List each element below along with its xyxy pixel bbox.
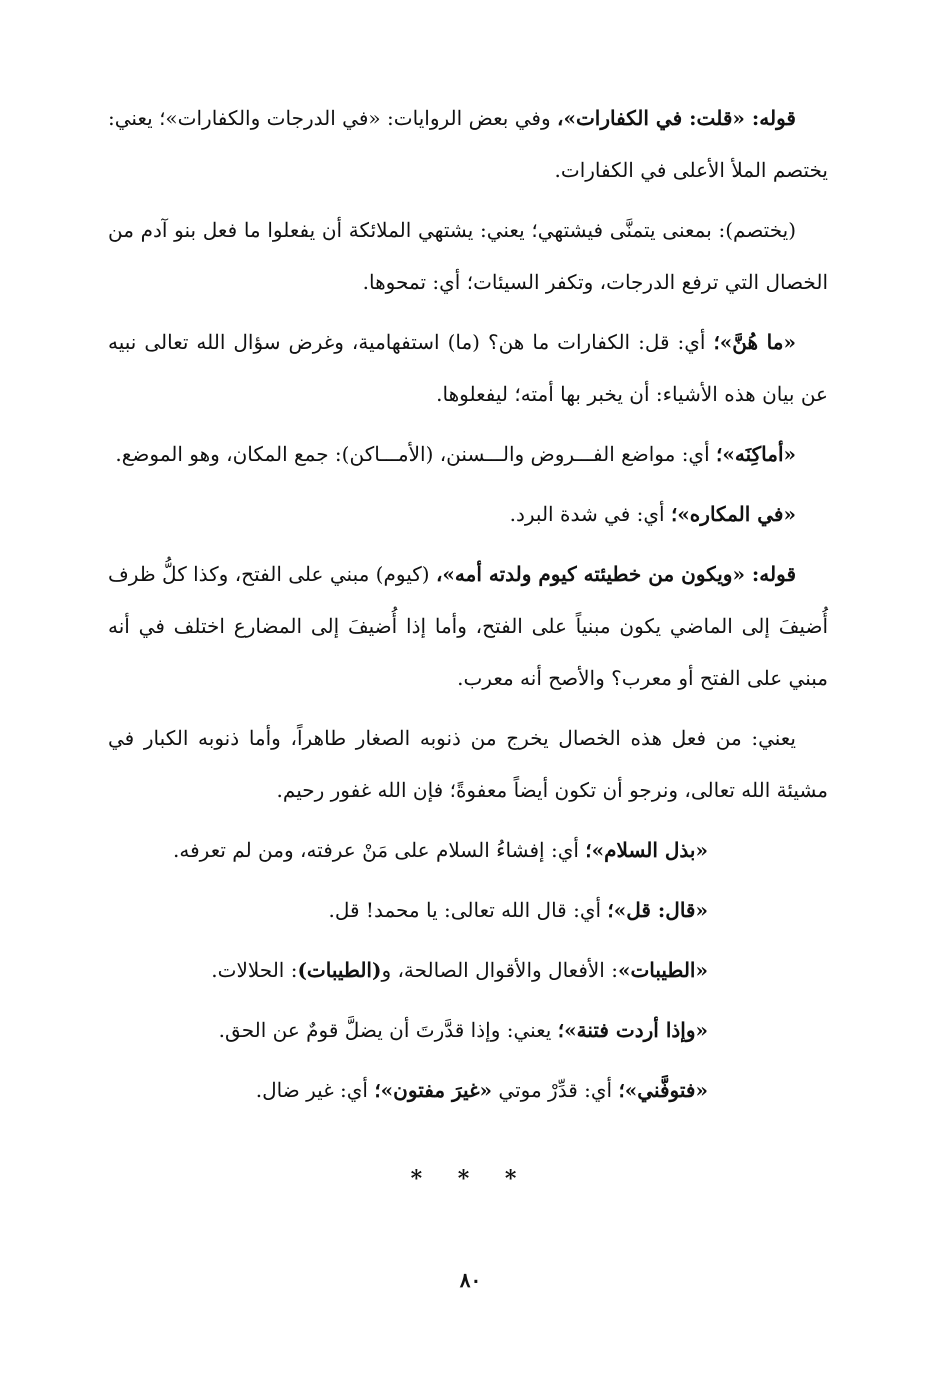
paragraph-5-lead: «في المكاره»؛ xyxy=(670,502,796,526)
gloss-line-1-lead: «بذل السلام»؛ xyxy=(585,838,708,862)
gloss-line-1-text: أي: إفشاءُ السلام على مَنْ عرفته، ومن لم تعرفه. xyxy=(173,838,586,862)
gloss-line-5 xyxy=(108,1064,828,1116)
gloss-line-3-text2: : الحلالات. xyxy=(211,958,298,982)
paragraph-4 xyxy=(108,428,828,480)
page-number: ٨٠ xyxy=(459,1268,482,1292)
gloss-line-3-lead: «الطيبات» xyxy=(617,958,708,982)
paragraph-2-text: (يختصم): بمعنى يتمنَّى فيشتهي؛ يعني: يشتهي الملائكة أن يفعلوا ما فعل بنو آدم من الخصال التي ترفع الدرجات، وتكفر السيئات؛ أي: تمحوها. xyxy=(108,218,828,294)
gloss-line-2-text: أي: قال الله تعالى: يا محمد! قل. xyxy=(328,898,608,922)
paragraph-5-text: أي: في شدة البرد. xyxy=(509,502,671,526)
gloss-line-4 xyxy=(108,1004,828,1056)
paragraph-1-lead: قوله: «قلت: في الكفارات»، xyxy=(557,106,796,130)
paragraph-6-text: (كيوم) مبني على الفتح، وكذا كلُّ ظرف أُضيفَ إلى الماضي يكون مبنياً على الفتح، وأما إذا أُضيفَ إلى المضارع اختلف في أنه مبني على الفتح أو معرب؟ والأصح أنه معرب. xyxy=(108,562,828,690)
gloss-line-2 xyxy=(108,884,828,936)
gloss-line-4-text: يعني: وإذا قدَّرتَ أن يضلَّ قومٌ عن الحق. xyxy=(218,1018,558,1042)
gloss-line-3-lead2: (الطيبات) xyxy=(297,958,382,982)
paragraph-4-lead: «أماكِنَه»؛ xyxy=(716,442,796,466)
gloss-line-5-lead: «فتوفَّني»؛ xyxy=(618,1078,708,1102)
paragraph-6-lead: قوله: «ويكون من خطيئته كيوم ولدته أمه»، xyxy=(435,562,797,586)
paragraph-4-text: أي: مواضع الفـــروض والـــسنن، (الأمـــاكن): جمع المكان، وهو الموضع. xyxy=(115,442,716,466)
paragraph-3 xyxy=(108,316,828,420)
paragraph-3-lead: «ما هُنَّ»؛ xyxy=(713,330,796,354)
paragraph-6 xyxy=(108,548,828,704)
paragraph-1 xyxy=(108,92,828,196)
paragraph-3-text: أي: قل: الكفارات ما هن؟ (ما) استفهامية، وغرض سؤال الله تعالى نبيه عن بيان هذه الأشياء: أن يخبر بها أمته؛ ليفعلوها. xyxy=(108,330,828,406)
paragraph-7 xyxy=(108,712,828,816)
page-body xyxy=(108,92,828,1124)
gloss-line-5-lead2: «غيرَ مفتون»؛ xyxy=(374,1078,493,1102)
gloss-line-5-text: أي: قدِّرْ موتي xyxy=(492,1078,619,1102)
gloss-line-4-lead: «وإذا أردت فتنة»؛ xyxy=(557,1018,708,1042)
paragraph-2 xyxy=(108,204,828,308)
paragraph-7-text: يعني: من فعل هذه الخصال يخرج من ذنوبه الصغار طاهراً، وأما ذنوبه الكبار في مشيئة الله تعالى، ونرجو أن تكون أيضاً معفوةً؛ فإن الله غفور رحيم. xyxy=(108,726,828,802)
gloss-line-1 xyxy=(108,824,828,876)
gloss-line-3-text: : الأفعال والأقوال الصالحة، و xyxy=(381,958,618,982)
gloss-line-2-lead: «قال: قل»؛ xyxy=(607,898,708,922)
paragraph-5 xyxy=(108,488,828,540)
paragraph-1-text: وفي بعض الروايات: «في الدرجات والكفارات»؛ يعني: يختصم الملأ الأعلى في الكفارات. xyxy=(108,106,828,182)
section-separator: * * * xyxy=(410,1166,531,1192)
gloss-line-5-text2: أي: غير ضال. xyxy=(255,1078,375,1102)
gloss-line-3 xyxy=(108,944,828,996)
